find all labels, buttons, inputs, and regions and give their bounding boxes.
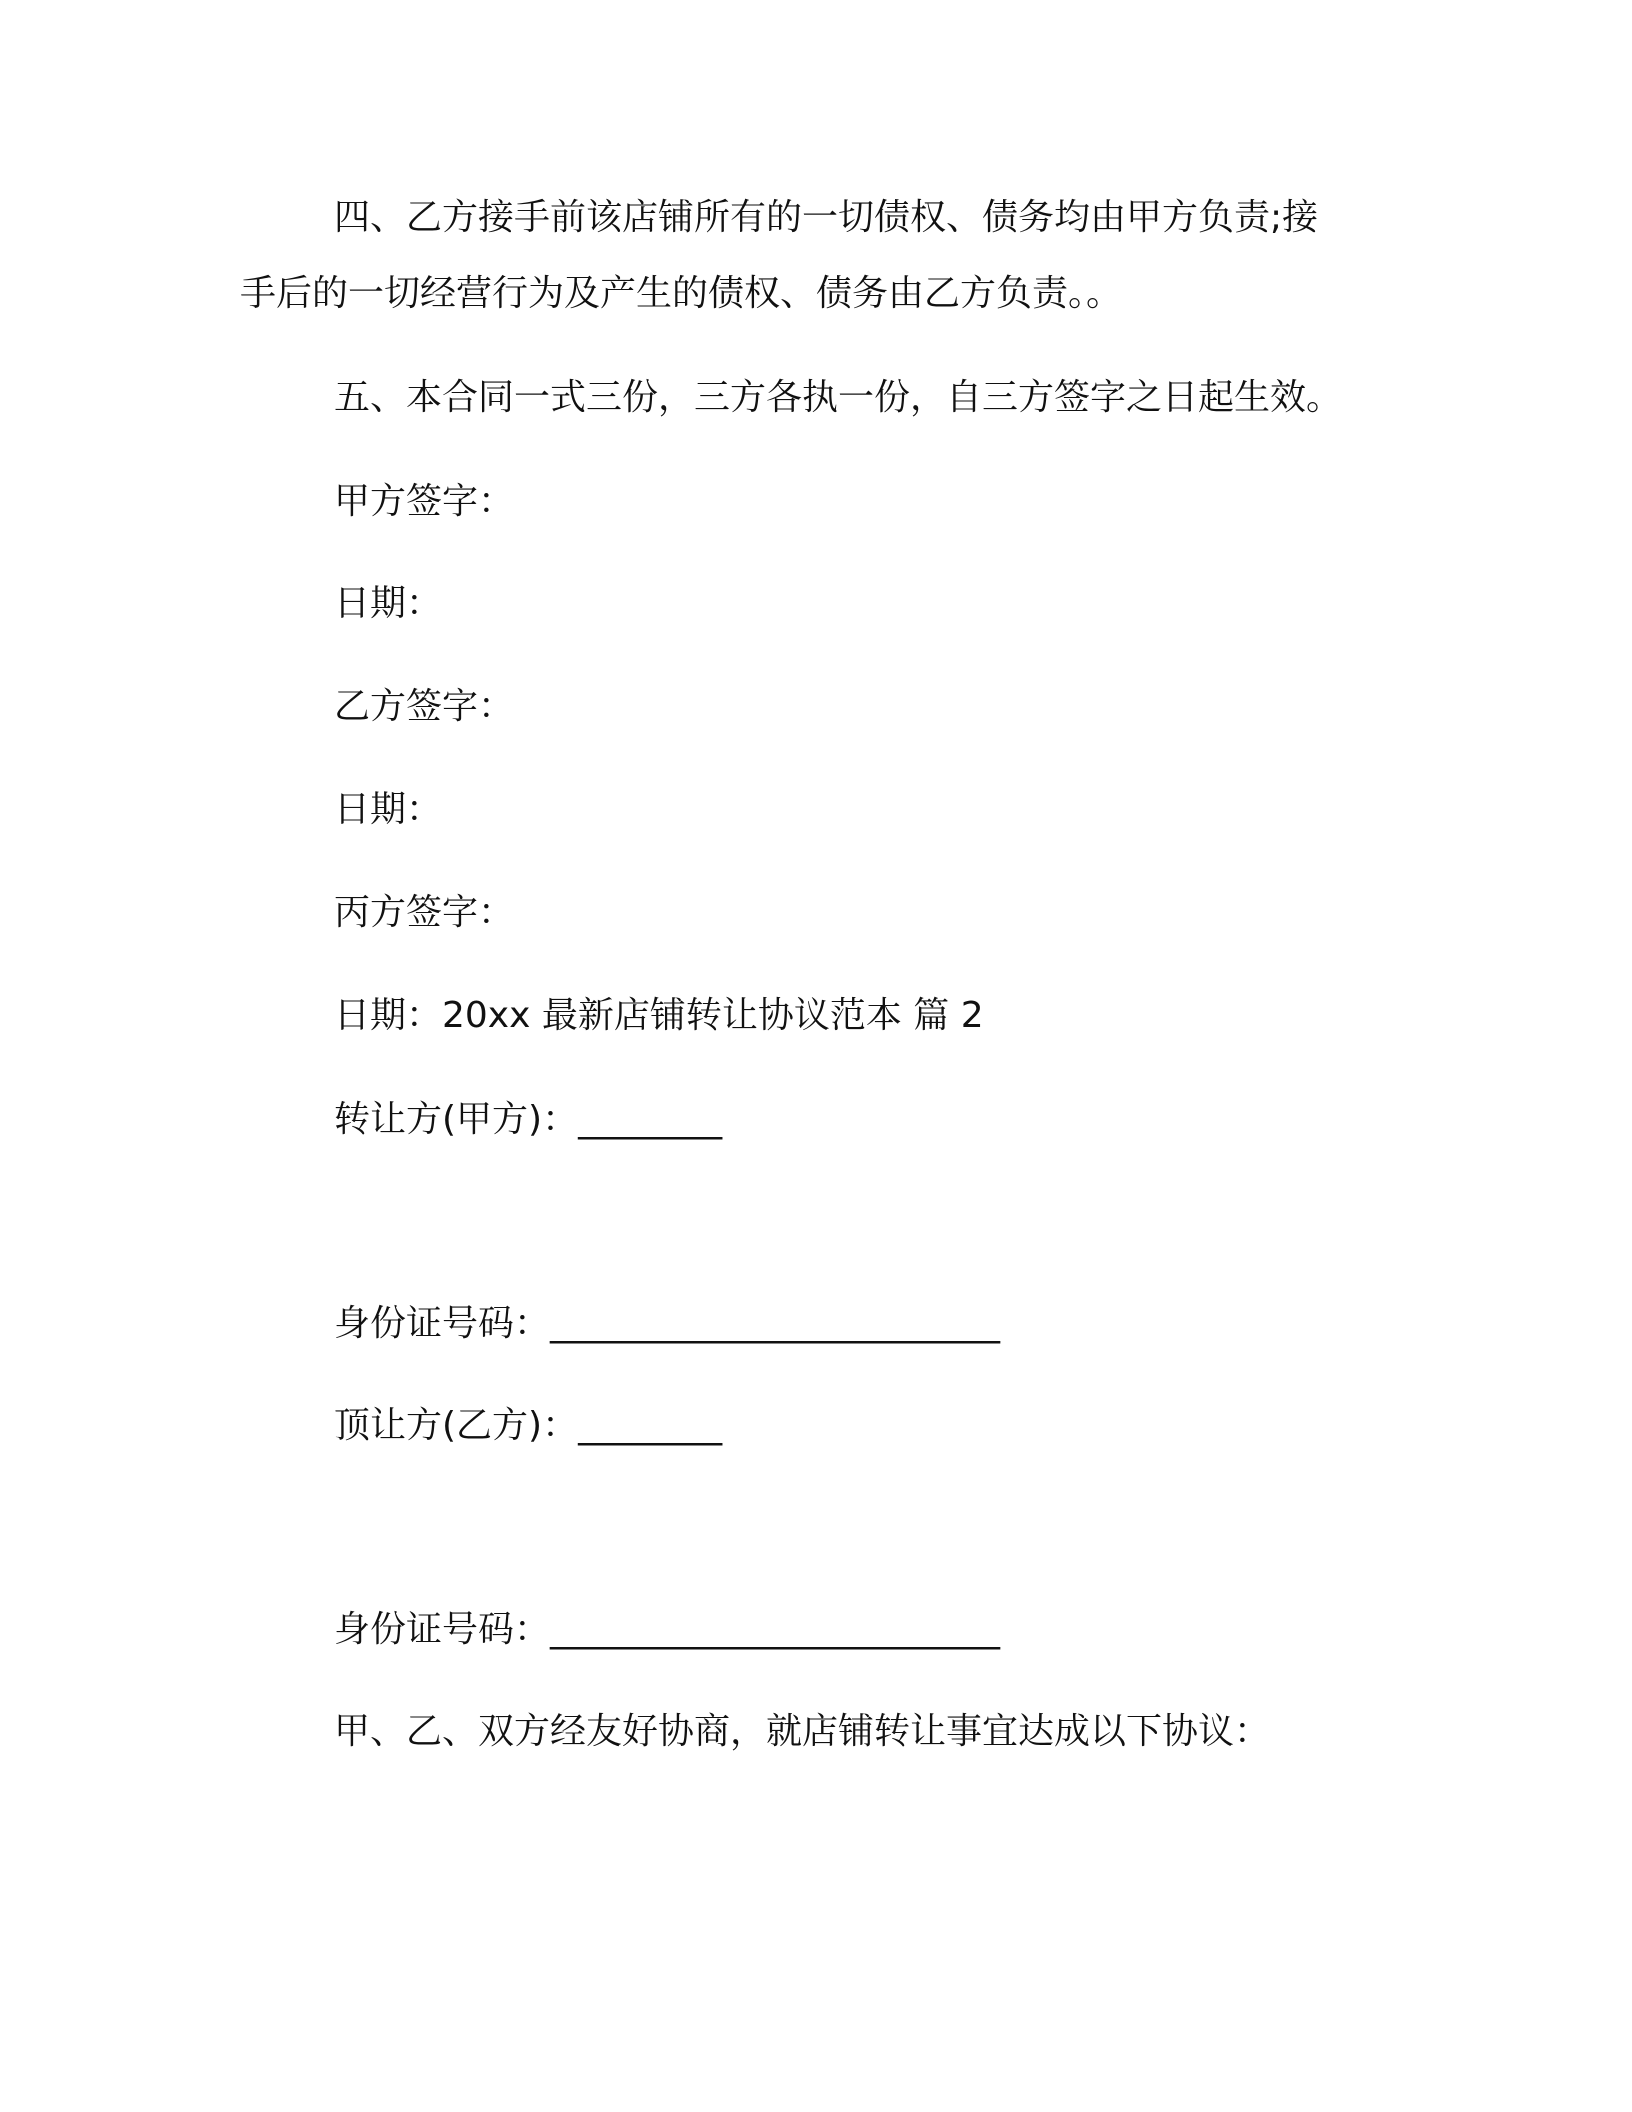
clause-four-line-1: 四、乙方接手前该店铺所有的一切债权、债务均由甲方负责;接 bbox=[334, 197, 1319, 238]
transferor-label: 转让方(甲方)：________ bbox=[334, 1099, 723, 1140]
clause-five: 五、本合同一式三份，三方各执一份，自三方签字之日起生效。 bbox=[334, 377, 1343, 418]
agreement-intro: 甲、乙、双方经友好协商，就店铺转让事宜达成以下协议： bbox=[334, 1711, 1271, 1752]
party-b-date-label: 日期： bbox=[334, 789, 443, 830]
clause-four-line-2: 手后的一切经营行为及产生的债权、债务由乙方负责。。 bbox=[240, 273, 1123, 314]
transferor-id-label: 身份证号码：_________________________ bbox=[334, 1303, 1001, 1344]
party-b-signature-label: 乙方签字： bbox=[334, 686, 515, 727]
party-a-signature-label: 甲方签字： bbox=[334, 481, 515, 522]
transferee-label: 顶让方(乙方)：________ bbox=[334, 1405, 723, 1446]
party-a-date-label: 日期： bbox=[334, 583, 443, 624]
party-c-signature-label: 丙方签字： bbox=[334, 892, 515, 933]
transferee-id-label: 身份证号码：_________________________ bbox=[334, 1609, 1001, 1650]
party-c-date-and-heading: 日期：20xx 最新店铺转让协议范本 篇 2 bbox=[334, 995, 984, 1036]
